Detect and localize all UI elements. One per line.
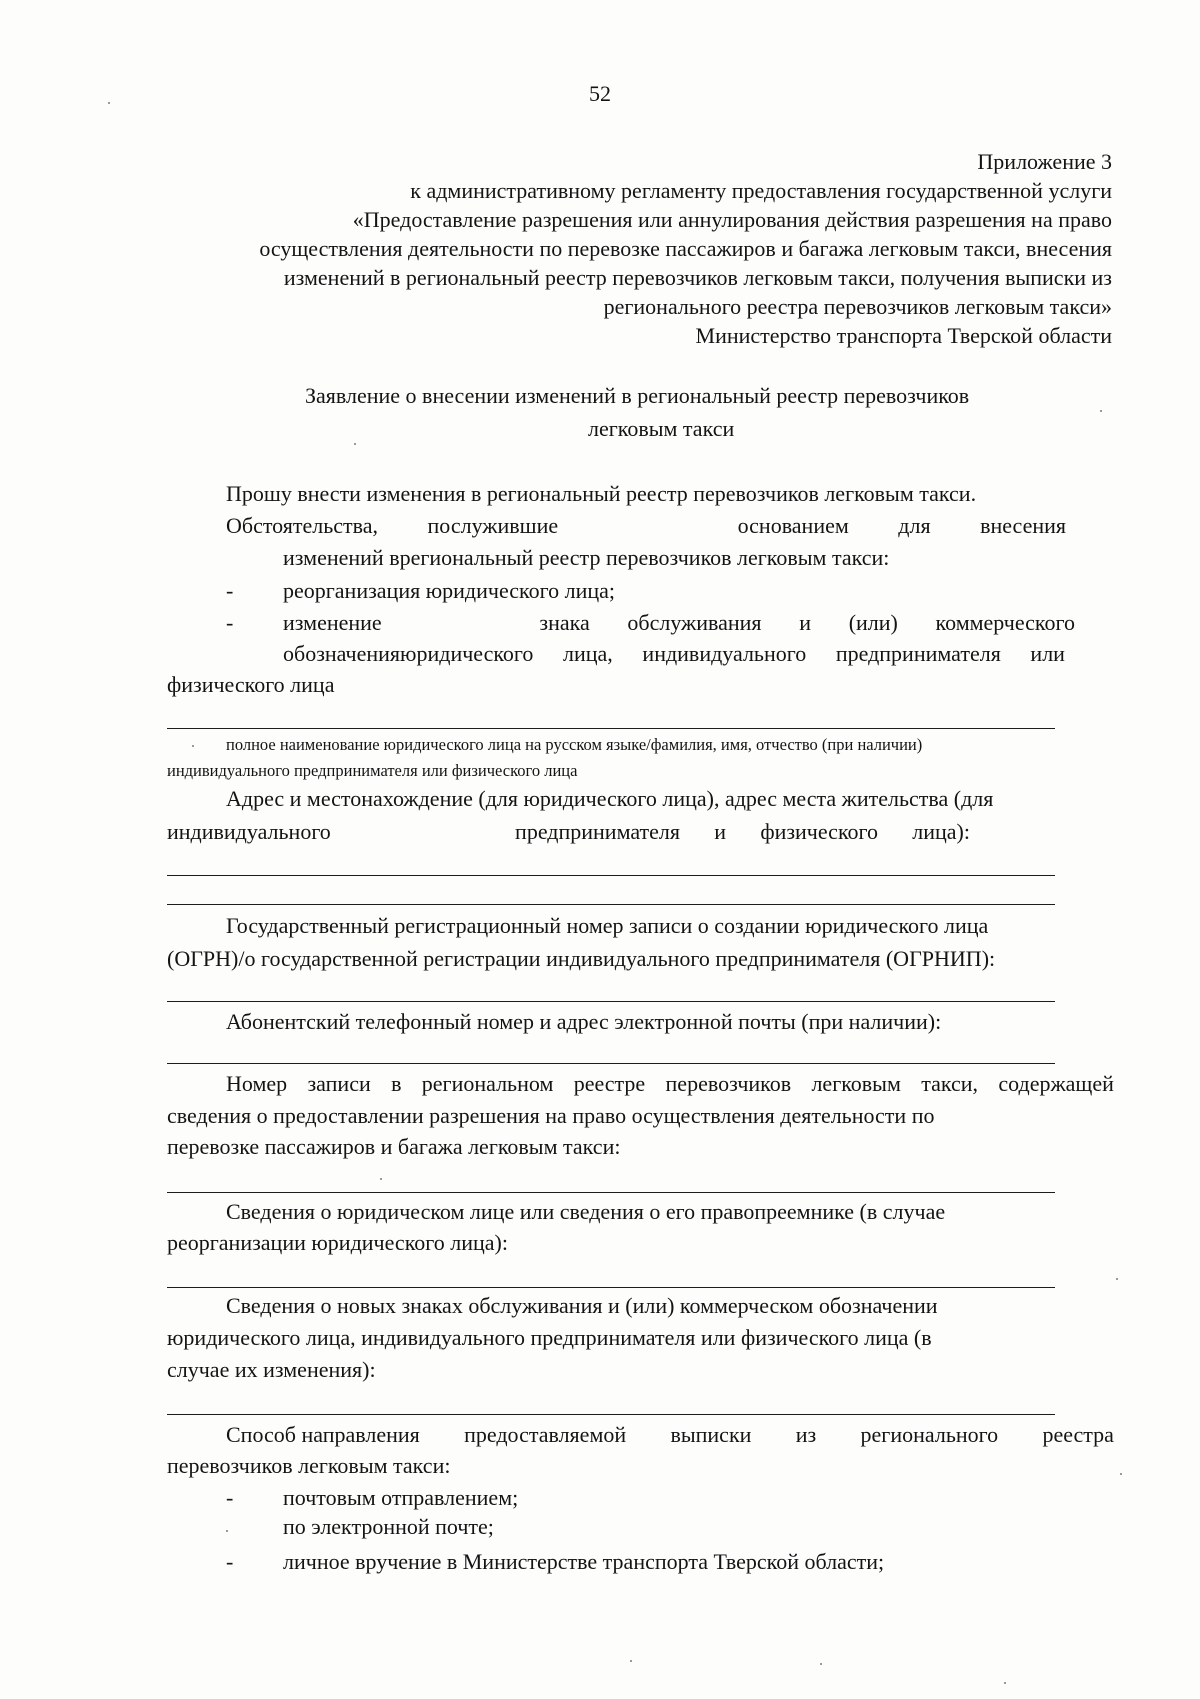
scan-speck bbox=[354, 443, 356, 445]
bullet-change-marks-cont bbox=[283, 640, 1065, 668]
bullet-dash: - bbox=[226, 610, 234, 635]
bullet-change-marks bbox=[283, 609, 1075, 637]
scan-speck bbox=[226, 1530, 228, 1532]
bullet-change-marks-end: физического лица bbox=[167, 672, 335, 697]
word: коммерческого bbox=[935, 610, 1075, 635]
scan-speck bbox=[820, 1663, 822, 1665]
circumstances-cont: изменений врегиональный реестр перевозчиков легковым такси: bbox=[283, 545, 890, 570]
contacts-fill-line[interactable] bbox=[167, 1063, 1055, 1064]
ogrn-label: Государственный регистрационный номер записи о создании юридического лица bbox=[226, 913, 989, 938]
address-fill-line[interactable] bbox=[167, 875, 1055, 876]
scan-speck bbox=[630, 1660, 632, 1662]
ogrn-label-cont: (ОГРН)/о государственной регистрации индивидуального предпринимателя (ОГРНИП): bbox=[167, 946, 996, 971]
header-line: осуществления деятельности по перевозке пассажиров и багажа легковым такси, внесения bbox=[259, 236, 1112, 261]
delivery-option-email[interactable]: по электронной почте; bbox=[283, 1514, 494, 1539]
word: индивидуального bbox=[642, 641, 807, 666]
bullet-dash: - bbox=[226, 1485, 234, 1510]
request-text: Прошу внести изменения в региональный реестр перевозчиков легковым такси. bbox=[226, 481, 977, 506]
scan-speck bbox=[1100, 410, 1102, 412]
scan-speck bbox=[108, 102, 110, 104]
word: или bbox=[1030, 641, 1065, 666]
successor-label-cont: реорганизации юридического лица): bbox=[167, 1230, 508, 1255]
word: легковым bbox=[811, 1071, 901, 1096]
word: обслуживания bbox=[627, 610, 762, 635]
appendix-label: Приложение 3 bbox=[977, 149, 1112, 174]
address-label: Адрес и местонахождение (для юридического лица), адрес места жительства (для bbox=[226, 786, 994, 811]
ogrn-fill-line[interactable] bbox=[167, 1001, 1055, 1002]
word: для bbox=[898, 513, 931, 538]
word: Номер bbox=[226, 1071, 288, 1096]
document-title-cont: легковым такси bbox=[588, 416, 735, 441]
delivery-label bbox=[226, 1421, 1114, 1449]
header-line: «Предоставление разрешения или аннулирования действия разрешения на право bbox=[352, 207, 1112, 232]
header-line: изменений в региональный реестр перевозчиков легковым такси, получения выписки из bbox=[283, 265, 1112, 290]
word: и bbox=[799, 610, 812, 635]
fullname-fill-line[interactable] bbox=[167, 728, 1055, 729]
bullet-reorganization: реорганизация юридического лица; bbox=[283, 578, 615, 603]
scan-speck bbox=[1004, 1682, 1006, 1684]
new-marks-label: Сведения о новых знаках обслуживания и (или) коммерческом обозначении bbox=[226, 1293, 938, 1318]
word: содержащей bbox=[998, 1071, 1114, 1096]
fullname-hint: полное наименование юридического лица на русском языке/фамилия, имя, отчество (при наличии) bbox=[226, 735, 923, 754]
registry-record-label bbox=[226, 1070, 1114, 1098]
registry-record-label-cont: сведения о предоставлении разрешения на право осуществления деятельности по bbox=[167, 1103, 935, 1128]
delivery-label-cont: перевозчиков легковым такси: bbox=[167, 1453, 451, 1478]
word: выписки bbox=[670, 1422, 752, 1447]
scan-speck bbox=[192, 745, 194, 747]
word: Способ направления bbox=[226, 1422, 420, 1447]
header-line: к административному регламенту предоставления государственной услуги bbox=[410, 178, 1112, 203]
word: предпринимателя bbox=[835, 641, 1001, 666]
new-marks-label-end: случае их изменения): bbox=[167, 1357, 376, 1382]
word: (или) bbox=[848, 610, 898, 635]
document-title: Заявление о внесении изменений в региональный реестр перевозчиков bbox=[305, 383, 970, 408]
word: послужившие bbox=[427, 513, 559, 538]
word: изменение bbox=[283, 610, 382, 635]
ministry-name: Министерство транспорта Тверской области bbox=[695, 323, 1112, 348]
word: предпринимателя bbox=[515, 819, 681, 844]
word: регионального bbox=[860, 1422, 999, 1447]
scan-speck bbox=[380, 1178, 382, 1180]
delivery-option-post[interactable]: почтовым отправлением; bbox=[283, 1485, 519, 1510]
word: основанием bbox=[737, 513, 849, 538]
word: физического bbox=[760, 819, 878, 844]
successor-label: Сведения о юридическом лице или сведения о его правопреемнике (в случае bbox=[226, 1199, 946, 1224]
word: предоставляемой bbox=[464, 1422, 627, 1447]
address-fill-line-2[interactable] bbox=[167, 904, 1055, 905]
word: из bbox=[795, 1422, 817, 1447]
bullet-dash: - bbox=[226, 578, 234, 603]
successor-fill-line[interactable] bbox=[167, 1287, 1055, 1288]
word: записи bbox=[307, 1071, 371, 1096]
new-marks-fill-line[interactable] bbox=[167, 1414, 1055, 1415]
fullname-hint-cont: индивидуального предпринимателя или физического лица bbox=[167, 761, 578, 780]
scan-speck bbox=[1120, 1473, 1122, 1475]
scan-speck bbox=[1116, 1278, 1118, 1280]
delivery-option-in-person[interactable]: личное вручение в Министерстве транспорта Тверской области; bbox=[283, 1549, 885, 1574]
word: перевозчиков bbox=[665, 1071, 792, 1096]
bullet-dash: - bbox=[226, 1549, 234, 1574]
address-label-cont bbox=[167, 818, 970, 846]
word: знака bbox=[539, 610, 590, 635]
word: индивидуального bbox=[167, 819, 331, 844]
word: такси, bbox=[921, 1071, 979, 1096]
registry-record-label-end: перевозке пассажиров и багажа легковым такси: bbox=[167, 1134, 621, 1159]
word: региональном bbox=[421, 1071, 554, 1096]
circumstances-line bbox=[226, 512, 1066, 540]
page-number: 52 bbox=[589, 81, 611, 106]
word: и bbox=[714, 819, 727, 844]
new-marks-label-cont: юридического лица, индивидуального предпринимателя или физического лица (в bbox=[167, 1325, 932, 1350]
word: Обстоятельства, bbox=[226, 513, 379, 538]
word: реестра bbox=[1042, 1422, 1114, 1447]
header-line: регионального реестра перевозчиков легковым такси» bbox=[603, 294, 1112, 319]
word: лица, bbox=[563, 641, 613, 666]
word: лица): bbox=[912, 819, 970, 844]
word: внесения bbox=[980, 513, 1066, 538]
contacts-label: Абонентский телефонный номер и адрес электронной почты (при наличии): bbox=[226, 1009, 942, 1034]
word: реестре bbox=[573, 1071, 646, 1096]
word: обозначенияюридического bbox=[283, 641, 534, 666]
word: в bbox=[391, 1071, 402, 1096]
registry-record-fill-line[interactable] bbox=[167, 1192, 1055, 1193]
